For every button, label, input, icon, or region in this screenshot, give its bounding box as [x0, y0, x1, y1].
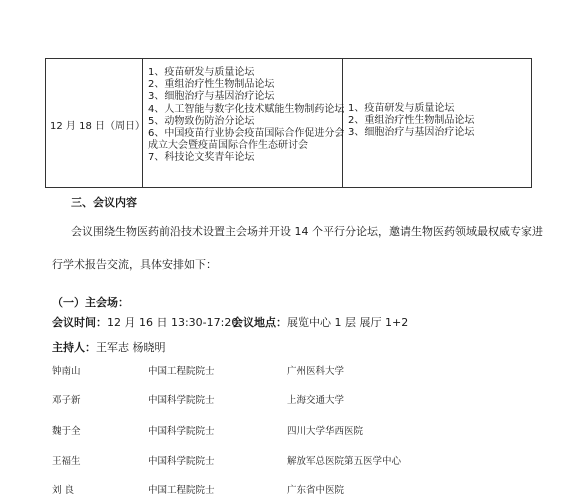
forum-item: 3、细胞治疗与基因治疗论坛 [148, 91, 275, 103]
time-value: 12 月 16 日 13:30-17:20 [107, 316, 239, 329]
speaker-name: 魏于全 [52, 426, 81, 437]
forum-item: 4、人工智能与数字化技术赋能生物制药论坛 [148, 103, 345, 115]
forum-list-right [348, 103, 474, 140]
meeting-info [52, 314, 238, 330]
section-heading: 三、会议内容 [71, 196, 137, 209]
paragraph-line: 会议围绕生物医药前沿技术设置主会场并开设 14 个平行分论坛，邀请生物医药领域最权威专家进 [71, 225, 543, 238]
forum-list-middle [148, 67, 344, 165]
forum-item: 6、中国疫苗行业协会疫苗国际合作促进分会 [148, 128, 345, 140]
speaker-title: 中国工程院院士 [148, 366, 215, 377]
forum-item: 2、重组治疗性生物制品论坛 [148, 79, 275, 91]
forum-item: 2、重组治疗性生物制品论坛 [348, 115, 475, 127]
place-label: 会议地点： [232, 316, 287, 329]
forum-item: 成立大会暨疫苗国际合作生态研讨会 [148, 140, 308, 152]
speaker-org: 四川大学华西医院 [287, 426, 364, 437]
schedule-date: 12 月 18 日（周日） [50, 121, 145, 132]
host-value: 王军志 杨晓明 [96, 341, 166, 354]
speaker-org: 广州医科大学 [287, 366, 345, 377]
speaker-name: 钟南山 [52, 366, 81, 377]
forum-item: 1、疫苗研发与质量论坛 [348, 103, 455, 114]
paragraph-line: 行学术报告交流，具体安排如下： [52, 258, 217, 271]
host-info [52, 339, 166, 355]
subsection-heading: （一）主会场： [52, 296, 129, 309]
speaker-title: 中国科学院院士 [148, 395, 215, 406]
speaker-title: 中国科学院院士 [148, 456, 215, 467]
speaker-name: 王福生 [52, 456, 81, 467]
forum-item: 7、科技论文奖青年论坛 [148, 152, 255, 164]
host-label: 主持人： [52, 341, 96, 354]
meeting-place [232, 314, 408, 330]
speaker-title: 中国工程院院士 [148, 485, 215, 496]
speaker-name: 邓子新 [52, 395, 81, 406]
place-value: 展览中心 1 层 展厅 1+2 [287, 316, 409, 329]
speaker-org: 解放军总医院第五医学中心 [287, 456, 402, 467]
time-label: 会议时间： [52, 316, 107, 329]
speaker-title: 中国科学院院士 [148, 426, 215, 437]
speaker-name: 刘 良 [52, 485, 75, 496]
speaker-org: 广东省中医院 [287, 485, 345, 496]
forum-item: 3、细胞治疗与基因治疗论坛 [348, 127, 475, 139]
schedule-table [45, 58, 532, 188]
speaker-org: 上海交通大学 [287, 395, 345, 406]
forum-item: 1、疫苗研发与质量论坛 [148, 67, 255, 78]
forum-item: 5、动物致伤防治分论坛 [148, 115, 255, 127]
